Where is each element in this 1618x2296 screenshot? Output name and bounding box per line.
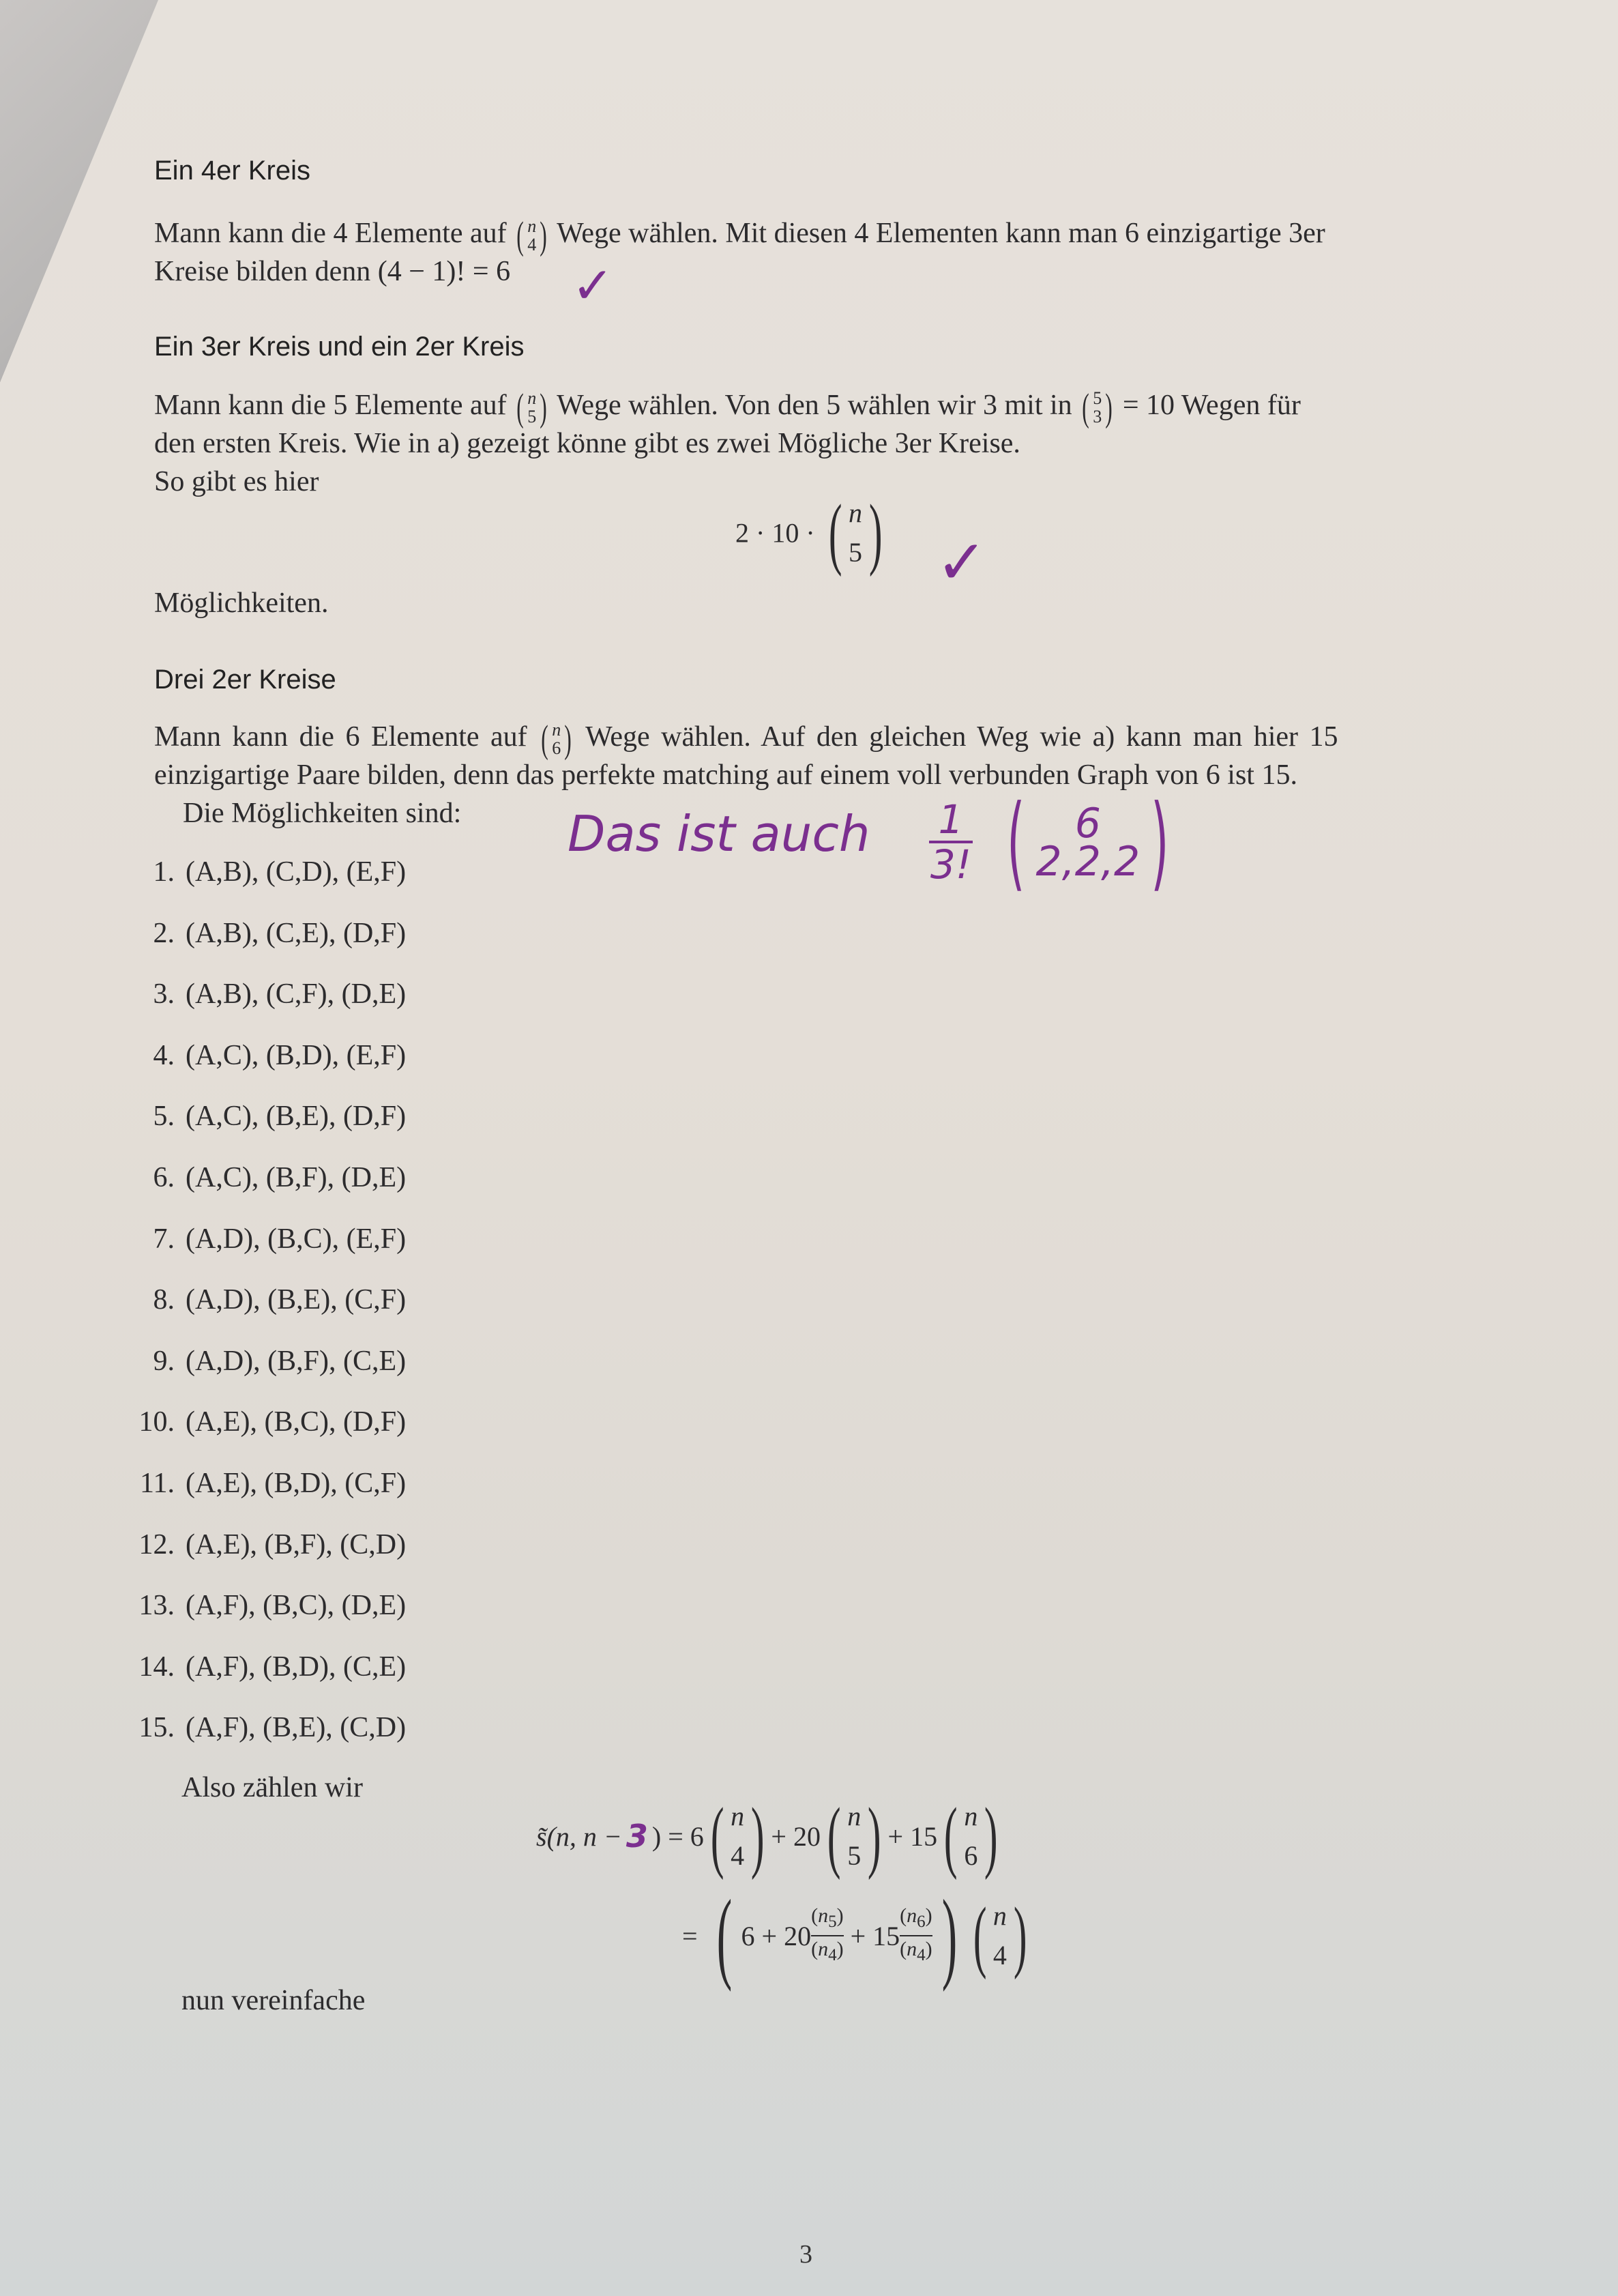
s2-line1-a: Mann kann die 5 Elemente auf — [154, 390, 507, 421]
list-item-number: 8. — [153, 1284, 175, 1316]
list-item-number: 9. — [153, 1345, 175, 1377]
s1-line1-a: Mann kann die 4 Elemente auf — [154, 218, 507, 249]
list-item — [120, 1528, 406, 1561]
binom-n-6-eq: ( n 6 ) — [943, 1791, 998, 1880]
list-item-number: 5. — [153, 1101, 175, 1133]
paren-right: ) — [1151, 783, 1169, 902]
s1-line1 — [154, 214, 1325, 255]
list-item-text: (A,F), (B,D), (C,E) — [186, 1651, 407, 1683]
binom-bottom: 6 — [964, 1840, 978, 1871]
paren-left: ( — [1007, 783, 1025, 902]
s3-line1-a: Mann kann die 6 Elemente auf — [154, 721, 527, 753]
formula-prefix: 2 · 10 · — [735, 517, 815, 549]
list-item — [120, 1589, 406, 1622]
list-item — [120, 1161, 406, 1194]
binom-bottom: 4 — [992, 1940, 1007, 1971]
list-item-number: 7. — [153, 1223, 175, 1255]
binom-top: n — [964, 1801, 978, 1831]
fraction-denominator: 3! — [930, 841, 972, 888]
s2-line1-b: Wege wählen. Von den 5 wählen wir 3 mit in — [557, 390, 1072, 421]
list-item-text: (A,E), (B,C), (D,F) — [186, 1406, 407, 1438]
s3-line1 — [154, 718, 1338, 759]
list-item — [120, 1283, 406, 1316]
s2-line1-c: = 10 Wegen für — [1122, 390, 1301, 421]
eq1-plus-15: + 15 — [887, 1820, 938, 1852]
list-item — [120, 1223, 406, 1255]
annotation-fraction — [929, 798, 973, 886]
binom-bottom: 5 — [848, 537, 862, 568]
binom-n-5-eq: ( n 5 ) — [827, 1791, 881, 1880]
fraction-numerator: 1 — [938, 796, 964, 843]
annotation-multinomial — [996, 783, 1180, 902]
binom-n-4-eq2: ( n 4 ) — [973, 1891, 1027, 1980]
fraction-5-over-4 — [811, 1903, 844, 1968]
s2-line3: So gibt es hier — [154, 466, 319, 497]
multinomial-bottom: 2,2,2 — [1035, 838, 1141, 886]
s1-line1-b: Wege wählen. Mit diesen 4 Elementen kann man 6 einzigartige 3er — [557, 218, 1325, 249]
list-item-number: 4. — [153, 1039, 175, 1071]
binom-top: n — [527, 388, 537, 409]
binom-bottom: 4 — [527, 235, 537, 255]
nun-vereinfache: nun vereinfache — [181, 1985, 366, 2016]
list-item-number: 1. — [153, 856, 175, 888]
binom-top: n — [992, 1900, 1007, 1931]
list-item-text: (A,F), (B,E), (C,D) — [186, 1712, 407, 1744]
list-item-text: (A,C), (B,D), (E,F) — [186, 1039, 407, 1071]
heading-4er-kreis: Ein 4er Kreis — [154, 156, 310, 186]
eq1-ink-correction: 3 — [626, 1818, 648, 1855]
binom-bottom: 4 — [731, 1840, 745, 1871]
binom-bottom: 3 — [1093, 407, 1102, 427]
s3-line3: Die Möglichkeiten sind: — [183, 798, 462, 829]
list-item-text: (A,C), (B,E), (D,F) — [186, 1101, 407, 1133]
equation-line-2 — [682, 1879, 1033, 1992]
list-item-text: (A,E), (B,F), (C,D) — [186, 1528, 407, 1560]
eq1-lhs-end: ) = 6 — [651, 1820, 704, 1852]
list-item-number: 6. — [153, 1162, 175, 1193]
list-item-number: 13. — [138, 1590, 175, 1622]
list-item-text: (A,B), (C,F), (D,E) — [186, 978, 407, 1011]
binom-n-4-eq: ( n 4 ) — [710, 1791, 765, 1880]
frac-denominator: $(n_4)$ — [811, 1938, 844, 1964]
frac-denominator: $(n_4)$ — [900, 1938, 932, 1964]
binom-bottom: 6 — [552, 738, 561, 759]
list-item-number: 11. — [140, 1468, 175, 1499]
binom-top: n — [848, 497, 862, 528]
binom-top: n — [552, 720, 561, 740]
list-item-text: (A,B), (C,D), (E,F) — [186, 856, 407, 888]
list-item — [120, 978, 406, 1011]
binom-bottom: 5 — [527, 407, 537, 427]
binom-bottom: 5 — [847, 1840, 862, 1871]
list-item — [120, 1711, 406, 1744]
frac-numerator: $(n_5)$ — [811, 1904, 844, 1931]
formula-2-10-binom — [735, 488, 889, 577]
also-text: Also zählen wir — [181, 1772, 363, 1803]
list-item — [120, 1406, 406, 1438]
list-item-text: (A,D), (B,E), (C,F) — [186, 1284, 407, 1316]
list-item-text: (A,D), (B,F), (C,E) — [186, 1345, 407, 1377]
annotation-text: Das ist auch — [568, 805, 870, 862]
list-item — [120, 1467, 406, 1500]
equation-line-1 — [536, 1791, 1005, 1880]
list-item-text: (A,D), (B,C), (E,F) — [186, 1223, 407, 1255]
list-item-text: (A,F), (B,C), (D,E) — [186, 1590, 407, 1622]
s2-line4: Möglichkeiten. — [154, 587, 329, 619]
list-item-text: (A,B), (C,E), (D,F) — [186, 917, 407, 949]
binom-top: n — [731, 1801, 745, 1831]
binom-n-4: ( n 4 ) — [516, 214, 548, 257]
paren-right: ) — [941, 1879, 957, 1992]
list-item-number: 12. — [138, 1528, 175, 1560]
list-item-text: (A,C), (B,F), (D,E) — [186, 1162, 407, 1193]
checkmark-2: ✓ — [936, 527, 988, 598]
list-item — [120, 917, 406, 950]
eq2-plus-15: + 15 — [850, 1920, 900, 1951]
eq2-equals: = — [682, 1920, 698, 1951]
list-item-number: 15. — [138, 1712, 175, 1744]
list-item-number: 3. — [153, 978, 175, 1011]
binom-top: n — [847, 1801, 862, 1831]
list-item — [120, 1100, 406, 1133]
binom-top: n — [527, 216, 537, 237]
binom-n-5-large: ( n 5 ) — [828, 488, 883, 577]
s2-line2: den ersten Kreis. Wie in a) gezeigt könne gibt es zwei Mögliche 3er Kreise. — [154, 428, 1020, 459]
frac-numerator: $(n_6)$ — [900, 1904, 932, 1931]
s1-line2: Kreise bilden denn (4 − 1)! = 6 — [154, 256, 511, 287]
eq1-lhs: s̃(n, n − — [536, 1820, 622, 1852]
binom-n-6: ( n 6 ) — [541, 717, 572, 761]
page-number: 3 — [799, 2240, 812, 2269]
list-item-number: 14. — [138, 1651, 175, 1683]
binom-5-3: ( 5 3 ) — [1082, 386, 1113, 429]
s3-line2: einzigartige Paare bilden, denn das perfekte matching auf einem voll verbunden Graph von 6 ist 15. — [154, 759, 1297, 791]
eq2-6-plus-20: 6 + 20 — [741, 1920, 812, 1951]
list-item-text: (A,E), (B,D), (C,F) — [186, 1468, 407, 1499]
binom-n-5: ( n 5 ) — [516, 386, 548, 429]
list-item — [120, 1039, 406, 1072]
heading-3er-2er-kreis: Ein 3er Kreis und ein 2er Kreis — [154, 332, 525, 362]
multinomial-stack — [1035, 800, 1141, 886]
checkmark-1: ✓ — [572, 257, 615, 315]
s3-line1-b: Wege wählen. Auf den gleichen Weg wie a) kann man hier 15 — [585, 721, 1338, 753]
list-item — [120, 856, 406, 888]
binom-top: 5 — [1093, 388, 1102, 409]
paren-left: ( — [716, 1879, 732, 1992]
multinomial-top: 6 — [1074, 800, 1101, 847]
eq1-plus-20: + 20 — [771, 1820, 821, 1852]
s2-line1 — [154, 386, 1301, 427]
fraction-6-over-4 — [900, 1903, 932, 1968]
list-item — [120, 1651, 406, 1683]
list-item-number: 2. — [153, 917, 175, 949]
heading-drei-2er-kreise: Drei 2er Kreise — [154, 665, 336, 695]
list-item — [120, 1345, 406, 1378]
list-item-number: 10. — [138, 1406, 175, 1438]
